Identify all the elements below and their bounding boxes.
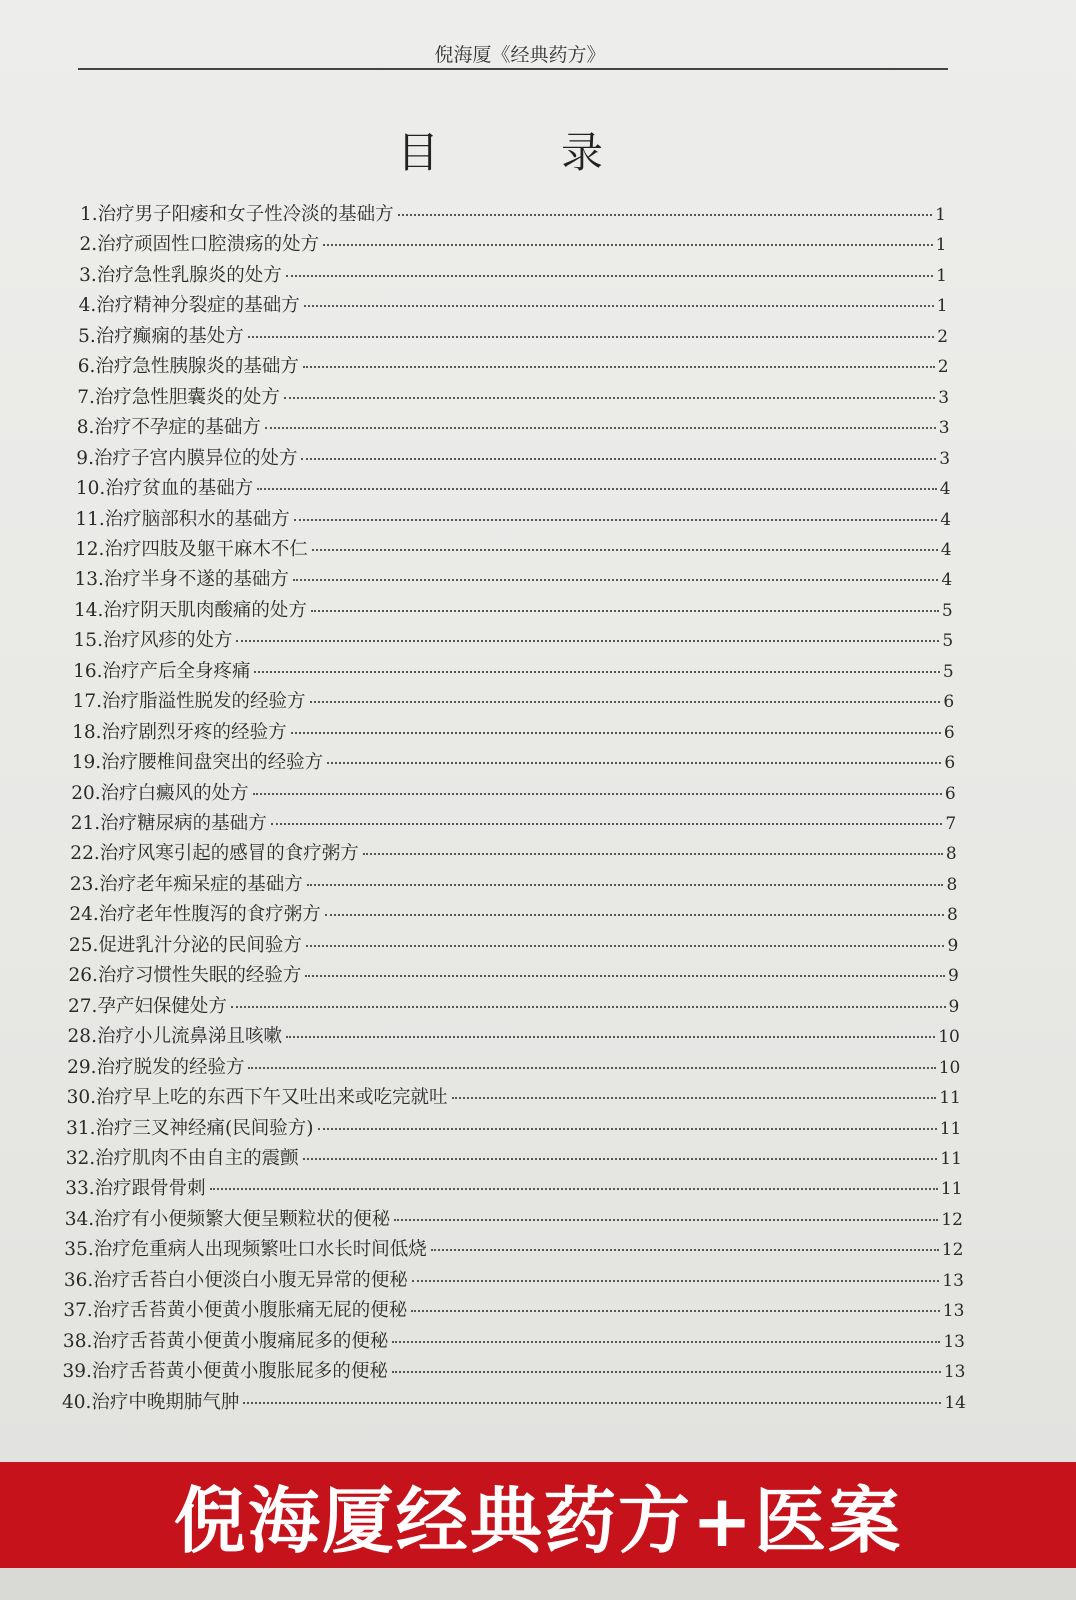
toc-entry-title: 36.治疗舌苔白小便淡白小腹无异常的便秘 xyxy=(63,1269,408,1291)
toc-entry xyxy=(72,748,956,774)
toc-entry-page: 9 xyxy=(947,966,959,987)
leader-dots xyxy=(248,1067,935,1069)
toc-entry-page: 14 xyxy=(944,1392,966,1413)
toc-entry-title: 26.治疗习惯性失眠的经验方 xyxy=(68,965,302,987)
toc-entry-title: 15.治疗风疹的处方 xyxy=(73,630,233,652)
toc-entry-page: 6 xyxy=(944,783,956,804)
toc-entry xyxy=(71,809,956,835)
toc-entry-title: 2.治疗顽固性口腔溃疡的处方 xyxy=(79,234,320,256)
toc-entry xyxy=(74,626,954,652)
toc-entry-page: 2 xyxy=(937,326,949,347)
toc-entry xyxy=(74,565,952,591)
toc-entry xyxy=(80,200,946,226)
leader-dots xyxy=(394,1219,938,1221)
toc-entry-title: 17.治疗脂溢性脱发的经验方 xyxy=(72,691,306,713)
leader-dots xyxy=(307,884,944,886)
toc-entry-page: 13 xyxy=(942,1301,965,1322)
toc-entry-page: 1 xyxy=(936,296,948,317)
toc-entry-page: 13 xyxy=(942,1270,964,1291)
leader-dots xyxy=(301,458,936,460)
toc-entry-page: 6 xyxy=(943,692,955,713)
toc-entry-title: 25.促进乳汁分泌的民间验方 xyxy=(68,934,302,956)
leader-dots xyxy=(254,671,939,673)
toc-entry xyxy=(67,1053,960,1079)
leader-dots xyxy=(304,305,934,307)
toc-entry-title: 40.治疗中晚期肺气肿 xyxy=(62,1391,240,1413)
toc-entry-page: 4 xyxy=(940,539,952,560)
leader-dots xyxy=(243,1402,941,1404)
toc-entry xyxy=(62,1388,966,1414)
toc-entry xyxy=(71,779,956,805)
toc-entry-title: 18.治疗剧烈牙疼的经验方 xyxy=(72,721,287,743)
toc-entry-title: 31.治疗三叉神经痛(民间验方) xyxy=(66,1117,314,1139)
leader-dots xyxy=(363,853,943,855)
toc-entry-page: 11 xyxy=(939,1088,961,1109)
leader-dots xyxy=(327,762,941,764)
toc-entry-title: 22.治疗风寒引起的感冒的食疗粥方 xyxy=(70,843,359,865)
toc-entry xyxy=(72,718,955,744)
page-title: 目 录 xyxy=(396,128,643,177)
leader-dots xyxy=(286,275,933,277)
toc-entry-page: 11 xyxy=(940,1148,962,1169)
leader-dots xyxy=(311,610,939,612)
toc-entry xyxy=(73,687,955,713)
leader-dots xyxy=(452,1097,937,1099)
toc-entry-page: 9 xyxy=(948,996,960,1017)
leader-dots xyxy=(431,1249,939,1251)
toc-entry-title: 13.治疗半身不遂的基础方 xyxy=(74,569,289,591)
toc-entry xyxy=(68,992,959,1018)
toc-entry-title: 7.治疗急性胆囊炎的处方 xyxy=(77,386,280,408)
toc-entry-title: 23.治疗老年痴呆症的基础方 xyxy=(69,873,303,895)
toc-entry xyxy=(64,1266,964,1292)
toc-entry xyxy=(73,657,954,683)
toc-entry-page: 4 xyxy=(941,570,953,591)
toc-entry-page: 1 xyxy=(935,235,947,256)
running-header: 倪海厦《经典药方》 xyxy=(434,44,606,66)
toc-entry xyxy=(66,1114,961,1140)
toc-entry xyxy=(68,961,958,987)
leader-dots xyxy=(294,519,937,521)
toc-entry-page: 8 xyxy=(946,905,958,926)
leader-dots xyxy=(398,214,933,216)
toc-entry xyxy=(65,1174,962,1200)
leader-dots xyxy=(293,579,938,581)
leader-dots xyxy=(271,823,943,825)
toc-entry xyxy=(79,261,947,287)
toc-entry-title: 3.治疗急性乳腺炎的处方 xyxy=(79,264,282,286)
toc-entry-page: 4 xyxy=(939,479,951,500)
toc-entry-title: 24.治疗老年性腹泻的食疗粥方 xyxy=(69,904,321,926)
leader-dots xyxy=(253,793,942,795)
toc-entry-title: 33.治疗跟骨骨刺 xyxy=(65,1178,206,1200)
toc-entry-title: 34.治疗有小便频繁大便呈颗粒状的便秘 xyxy=(64,1208,391,1230)
leader-dots xyxy=(248,336,934,338)
leader-dots xyxy=(210,1188,938,1190)
toc-entry-page: 5 xyxy=(942,631,954,652)
toc-entry-title: 38.治疗舌苔黄小便黄小腹痛屁多的便秘 xyxy=(62,1330,389,1352)
leader-dots xyxy=(325,914,944,916)
leader-dots xyxy=(303,366,935,368)
leader-dots xyxy=(323,244,932,246)
toc-entry xyxy=(63,1296,964,1322)
bottom-strip xyxy=(0,1568,1076,1600)
toc-entry xyxy=(63,1327,965,1353)
toc-entry-title: 1.治疗男子阳痿和女子性冷淡的基础方 xyxy=(80,204,394,225)
promo-banner xyxy=(0,1462,1076,1568)
toc-entry-page: 12 xyxy=(941,1240,964,1261)
toc-entry-page: 2 xyxy=(937,357,949,378)
toc-entry-title: 32.治疗肌肉不由自主的震颤 xyxy=(65,1147,299,1169)
toc-entry-title: 16.治疗产后全身疼痛 xyxy=(73,660,251,682)
toc-entry xyxy=(75,535,952,561)
toc-entry xyxy=(69,900,957,926)
leader-dots xyxy=(291,732,941,734)
toc-entry-title: 37.治疗舌苔黄小便黄小腹胀痛无屁的便秘 xyxy=(63,1300,408,1322)
toc-entry-page: 3 xyxy=(938,387,950,408)
toc-entry-page: 9 xyxy=(947,935,959,956)
toc-entry xyxy=(70,839,956,865)
toc-entry-title: 19.治疗腰椎间盘突出的经验方 xyxy=(71,752,324,774)
leader-dots xyxy=(231,1006,946,1008)
toc-entry xyxy=(77,413,950,439)
toc-entry-title: 30.治疗早上吃的东西下午又吐出来或吃完就吐 xyxy=(66,1087,448,1109)
toc-entry-page: 4 xyxy=(940,509,952,530)
toc-entry xyxy=(80,230,947,256)
leader-dots xyxy=(411,1310,939,1312)
toc-entry-page: 12 xyxy=(941,1209,963,1230)
toc-entry-page: 10 xyxy=(938,1027,960,1048)
toc-entry xyxy=(66,1144,962,1170)
toc-entry-title: 20.治疗白癜风的处方 xyxy=(71,782,249,804)
toc-entry-page: 8 xyxy=(946,874,958,895)
toc-entry-title: 11.治疗脑部积水的基础方 xyxy=(75,508,290,530)
toc-entry-title: 39.治疗舌苔黄小便黄小腹胀屁多的便秘 xyxy=(62,1361,388,1383)
banner-text: 倪海厦经典药方+医案 xyxy=(173,1479,903,1563)
toc-entry-page: 8 xyxy=(945,844,957,865)
toc-entry-title: 29.治疗脱发的经验方 xyxy=(67,1056,245,1078)
toc-entry xyxy=(70,870,957,896)
toc-entry xyxy=(65,1205,963,1231)
leader-dots xyxy=(392,1371,941,1373)
leader-dots xyxy=(236,640,939,642)
toc-entry-page: 13 xyxy=(943,1331,965,1352)
toc-entry-page: 6 xyxy=(943,722,955,743)
leader-dots xyxy=(305,975,945,977)
toc-entry-page: 1 xyxy=(935,205,946,225)
toc-entry-page: 13 xyxy=(943,1362,966,1383)
toc-entry-title: 5.治疗癫痫的基处方 xyxy=(78,325,244,347)
toc-entry-title: 9.治疗子宫内膜异位的处方 xyxy=(76,447,298,469)
toc-entry-title: 27.孕产妇保健处方 xyxy=(68,995,227,1017)
toc-entry-title: 8.治疗不孕症的基础方 xyxy=(76,417,261,439)
leader-dots xyxy=(306,945,945,947)
toc-entry xyxy=(78,352,949,378)
leader-dots xyxy=(312,549,938,551)
toc-entry xyxy=(62,1357,965,1383)
leader-dots xyxy=(318,1128,937,1130)
toc-entry-page: 6 xyxy=(944,753,956,774)
toc-entry-page: 7 xyxy=(945,814,957,834)
toc-entry-page: 11 xyxy=(940,1179,963,1200)
leader-dots xyxy=(392,1341,940,1343)
leader-dots xyxy=(284,397,935,399)
header-rule xyxy=(78,68,948,70)
leader-dots xyxy=(265,427,936,429)
toc-entry-page: 3 xyxy=(938,418,950,439)
toc-entry-title: 6.治疗急性胰腺炎的基础方 xyxy=(77,356,299,378)
toc-entry xyxy=(67,1083,961,1109)
toc-entry-title: 28.治疗小儿流鼻涕且咳嗽 xyxy=(67,1026,282,1048)
toc-entry xyxy=(76,444,950,470)
toc-entry-page: 11 xyxy=(939,1118,962,1139)
leader-dots xyxy=(286,1036,935,1038)
toc-entry xyxy=(76,474,951,500)
toc-entry-page: 5 xyxy=(941,600,953,621)
leader-dots xyxy=(310,701,941,703)
toc-entry-page: 10 xyxy=(938,1057,961,1078)
toc-entry-title: 10.治疗贫血的基础方 xyxy=(75,478,254,500)
toc-entry xyxy=(68,1022,960,1048)
toc-entry-page: 5 xyxy=(942,661,954,682)
leader-dots xyxy=(412,1280,940,1282)
leader-dots xyxy=(303,1158,938,1160)
toc-entry xyxy=(78,322,948,348)
leader-dots xyxy=(257,488,937,490)
toc-entry xyxy=(75,505,951,531)
toc-entry xyxy=(69,931,958,957)
toc-entry-page: 1 xyxy=(936,265,947,286)
toc-entry-title: 14.治疗阴天肌肉酸痛的处方 xyxy=(74,599,307,621)
toc-entry-title: 35.治疗危重病人出现频繁吐口水长时间低烧 xyxy=(64,1239,427,1261)
toc-entry-title: 21.治疗糖尿病的基础方 xyxy=(70,813,267,834)
toc-entry xyxy=(74,596,953,622)
toc-entry xyxy=(64,1235,963,1261)
toc-entry xyxy=(77,383,949,409)
toc-entry-title: 4.治疗精神分裂症的基础方 xyxy=(78,295,300,317)
toc-entry-title: 12.治疗四肢及躯干麻木不仁 xyxy=(74,538,308,560)
toc-entry xyxy=(79,291,948,317)
toc-entry-page: 3 xyxy=(939,448,951,469)
